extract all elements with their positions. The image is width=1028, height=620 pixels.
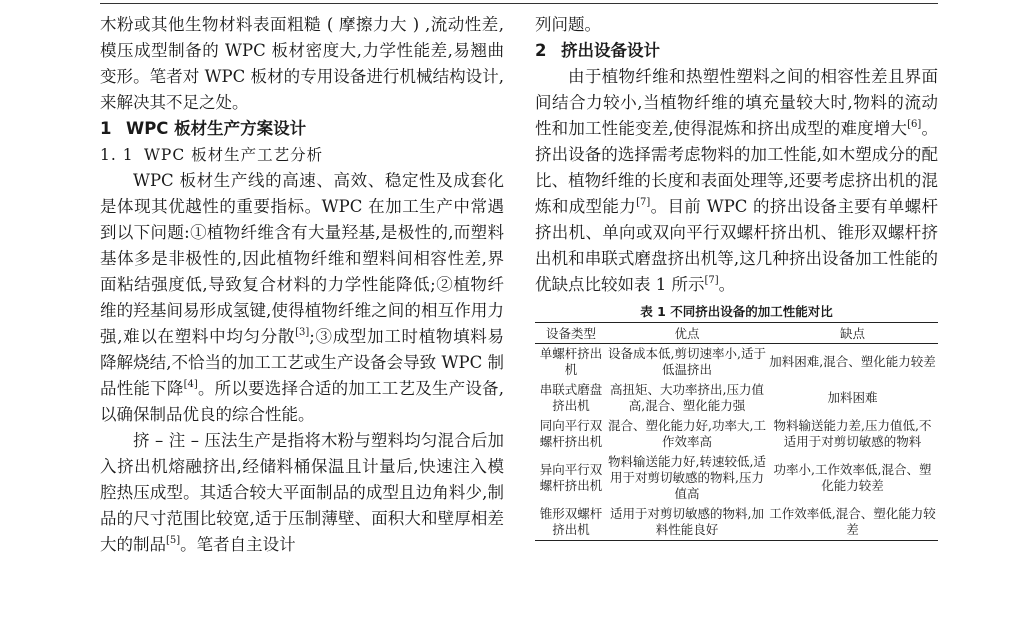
comparison-table	[535, 322, 938, 541]
text-run: 。挤出设备的选择需考虑物料的加工性能,如木塑成分的配比、植物纤维的长度和表面处理等,还要考虑挤出机的混炼和成型能力	[535, 119, 938, 216]
paragraph-extrusion-method	[100, 428, 504, 558]
table-cell: 设备成本低,剪切速率小,适于低温挤出	[608, 346, 766, 377]
table-cell: 高扭矩、大功率挤出,压力值高,混合、塑化能力强	[610, 382, 764, 413]
table-cell: 混合、塑化能力好,功率大,工作效率高	[608, 418, 766, 449]
citation: [7]	[636, 197, 651, 208]
text-run: 挤 – 注 – 压法生产是指将木粉与塑料均匀混合后加入挤出机熔融挤出,经储料桶保温且计量后,快速注入模腔热压成型。其适合较大平面制品的成型且边角料少,制品的尺寸范围比较宽,适于压制薄壁、面积大和壁厚相差大的制品	[100, 431, 504, 554]
table-cell: 异向平行双螺杆挤出机	[539, 462, 603, 493]
text-run: 。目前 WPC 的挤出设备主要有单螺杆挤出机、单向或双向平行双螺杆挤出机、锥形双螺杆挤出机和串联式磨盘挤出机等,这几种挤出设备加工性能的优缺点比较如表 1 所示	[535, 197, 938, 294]
text-run: 。笔者自主设计	[180, 535, 296, 554]
citation: [7]	[704, 275, 719, 286]
table-row	[535, 504, 938, 541]
table-cell: 物料输送能力差,压力值低,不适用于对剪切敏感的物料	[773, 418, 932, 449]
section-heading-2	[535, 38, 938, 64]
citation: [3]	[295, 327, 310, 338]
subsection-number: 1. 1	[100, 146, 134, 164]
table-cell: 加料困难,混合、塑化能力较差	[769, 354, 936, 369]
table-cell: 单螺杆挤出机	[539, 346, 603, 377]
table-row	[535, 380, 938, 416]
table-row	[535, 344, 938, 381]
text-run: 。所以要选择合适的加工工艺及生产设备,以确保制品优良的综合性能。	[100, 379, 504, 424]
text-run: ;③成型加工时植物填料易降解烧结,不恰当的加工工艺或生产设备会导致 WPC 制品性能下降	[100, 327, 505, 398]
table-row	[535, 416, 938, 452]
paragraph-continued: 列问题。	[535, 15, 601, 34]
paragraph-intro-continued: 木粉或其他生物材料表面粗糙 ( 摩擦力大 ) ,流动性差,模压成型制备的 WPC 板材密度大,力学性能差,易翘曲变形。笔者对 WPC 板材的专用设备进行机械结构设计,来解决其不足之处。	[100, 15, 504, 112]
section-number: 1	[100, 119, 112, 138]
section-number: 2	[535, 41, 547, 60]
subsection-heading-1-1	[100, 142, 504, 168]
header-advantages: 优点	[607, 323, 767, 344]
table-caption: 表 1 不同挤出设备的加工性能对比	[640, 304, 833, 319]
subsection-title: WPC 板材生产工艺分析	[144, 146, 324, 164]
table-cell: 锥形双螺杆挤出机	[539, 506, 603, 537]
text-run: WPC 板材生产线的高速、高效、稳定性及成套化是体现其优越性的重要指标。WPC 在加工生产中常遇到以下问题:①植物纤维含有大量羟基,是极性的,而塑料基体多是非极性的,因此植物纤维和塑料间相容性差,界面粘结强度低,导致复合材料的力学性能降低;②植物纤维的羟基间易形成氢键,使得植物纤维之间的相互作用力强,难以在塑料中均匀分散	[100, 171, 504, 346]
table-cell: 功率小,工作效率低,混合、塑化能力较差	[773, 462, 932, 493]
paragraph-process-analysis	[100, 168, 504, 428]
table-row	[535, 452, 938, 504]
table-cell: 同向平行双螺杆挤出机	[539, 418, 603, 449]
table-cell: 物料输送能力好,转速较低,适用于对剪切敏感的物料,压力值高	[608, 454, 766, 501]
paragraph-equipment-design	[535, 64, 938, 298]
table-cell: 工作效率低,混合、塑化能力较差	[769, 506, 936, 537]
table-cell: 串联式磨盘挤出机	[539, 382, 603, 413]
table-cell: 适用于对剪切敏感的物料,加料性能良好	[610, 506, 764, 537]
section-title: WPC 板材生产方案设计	[126, 119, 307, 138]
citation: [5]	[166, 535, 181, 546]
right-column	[535, 12, 938, 541]
text-run: 由于植物纤维和热塑性塑料之间的相容性差且界面间结合力较小,当植物纤维的填充量较大时,物料的流动性和加工性能变差,使得混炼和挤出成型的难度增大	[535, 67, 938, 138]
table-header-row	[535, 323, 938, 344]
section-heading-1	[100, 116, 504, 142]
left-column	[100, 12, 504, 558]
table-cell: 加料困难	[827, 390, 878, 405]
citation: [6]	[907, 119, 922, 130]
citation: [4]	[183, 379, 198, 390]
text-run: 。	[718, 275, 736, 294]
section-title: 挤出设备设计	[561, 41, 660, 60]
header-disadvantages: 缺点	[767, 323, 938, 344]
top-rule	[100, 3, 938, 4]
header-equipment-type: 设备类型	[535, 323, 607, 344]
